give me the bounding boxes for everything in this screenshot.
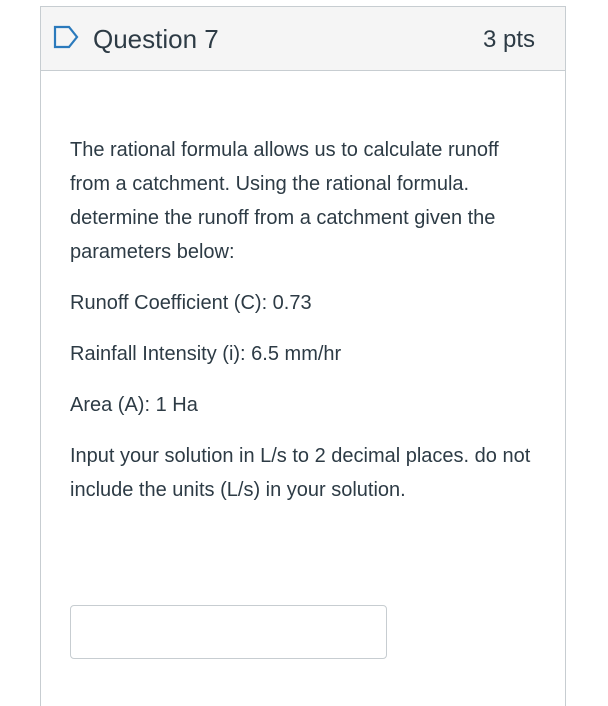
question-text: [70, 133, 532, 524]
question-intro: The rational formula allows us to calculate runoff from a catchment. Using the rational formula. determine the runoff from a catchment given the parameters below:: [70, 139, 499, 263]
answer-input[interactable]: [70, 605, 387, 659]
instructions-text: Input your solution in L/s to 2 decimal places. do not include the units (L/s) in your solution.: [70, 445, 531, 501]
runoff-coefficient-text: Runoff Coefficient (C): 0.73: [70, 292, 312, 314]
rainfall-intensity-text: Rainfall Intensity (i): 6.5 mm/hr: [70, 343, 342, 365]
question-title: Question 7: [93, 24, 219, 54]
question-card: [40, 6, 566, 706]
area-text: Area (A): 1 Ha: [70, 394, 198, 416]
question-header: [41, 7, 565, 71]
bookmark-flag-icon[interactable]: [53, 25, 79, 49]
question-points: 3 pts: [482, 26, 535, 53]
